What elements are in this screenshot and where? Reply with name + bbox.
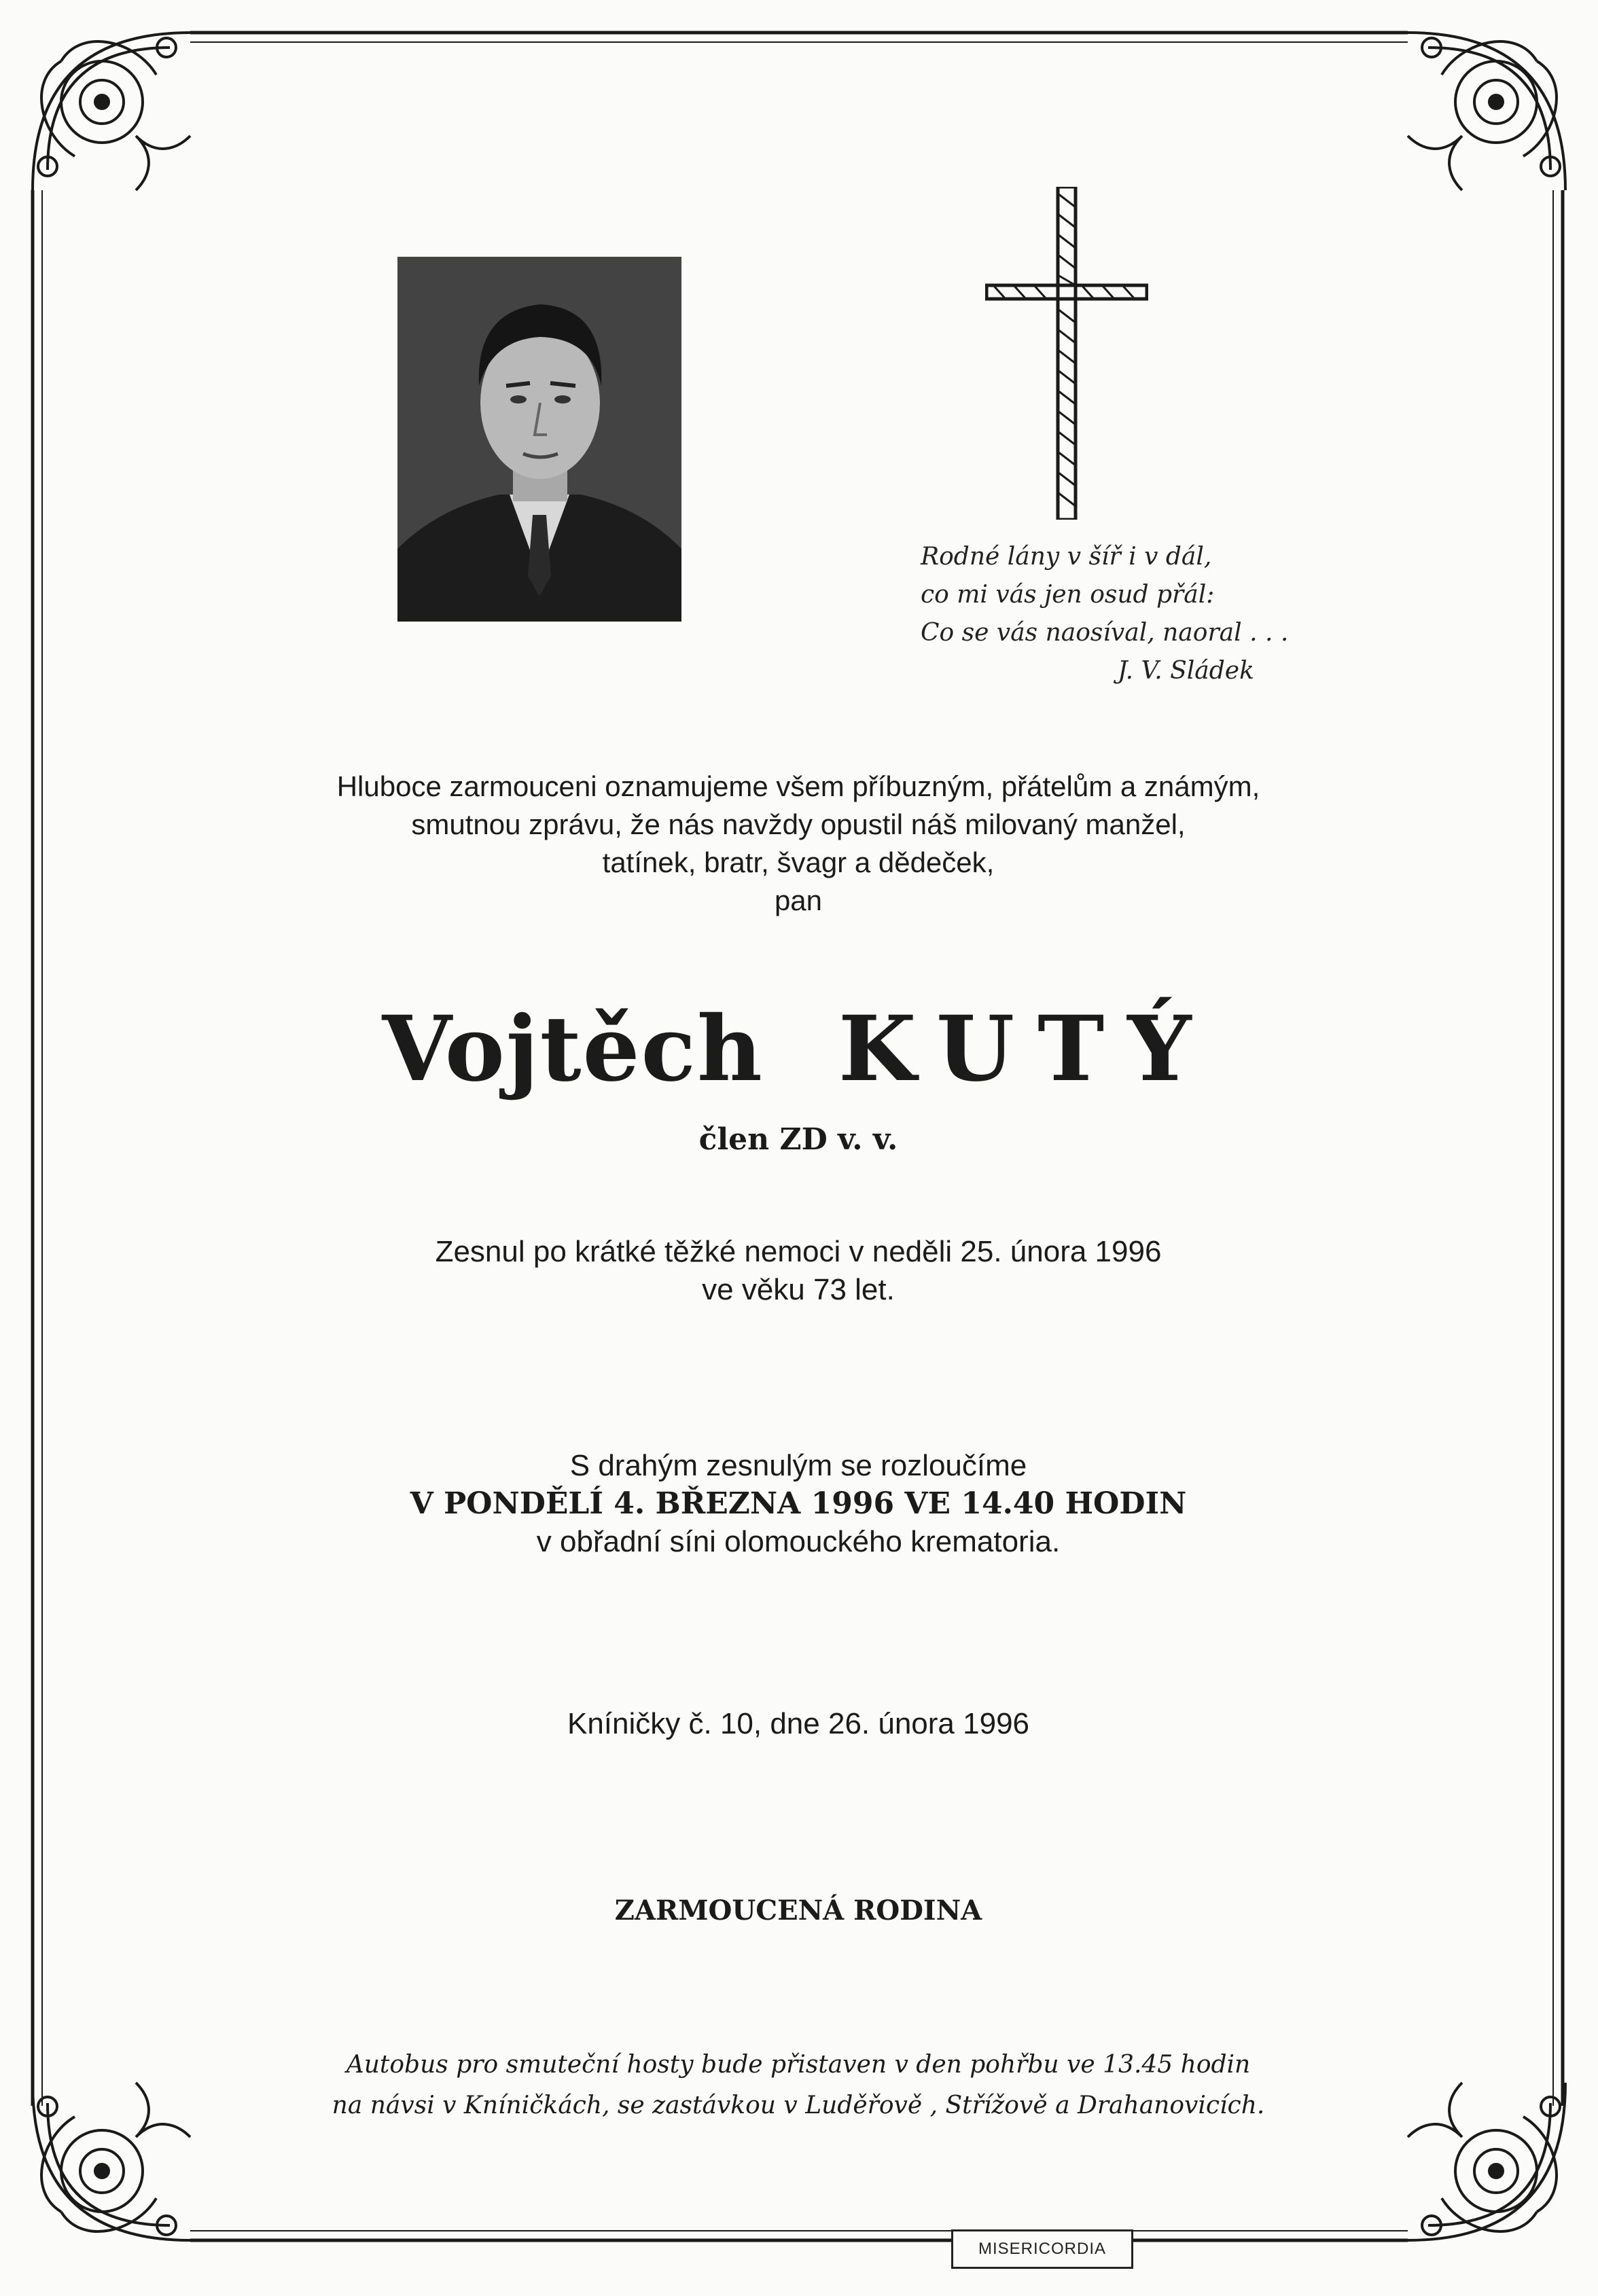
bus-line: na návsi v Kníničkách, se zastávkou v Luděřově , Střížově a Drahanovicích. (332, 2092, 1265, 2119)
funeral-line: S drahým zesnulým se rozloučíme (569, 1449, 1027, 1482)
surname: KUTÝ (838, 997, 1215, 1102)
funeral-datetime: V PONDĚLÍ 4. BŘEZNA 1996 VE 14.40 HODIN (410, 1486, 1187, 1521)
poem-author: J. V. Sládek (1118, 657, 1254, 685)
announcement (136, 768, 1461, 920)
publisher-stamp: MISERICORDIA (951, 2229, 1133, 2269)
deceased-role: člen ZD v. v. (698, 1122, 898, 1157)
announcement-line: Hluboce zarmouceni oznamujeme všem příbuzným, přátelům a známým, (336, 770, 1260, 802)
place-date: Kníničky č. 10, dne 26. února 1996 (567, 1707, 1030, 1740)
poem-line: Co se vás naosíval, naoral . . . (921, 619, 1289, 647)
deceased-name (136, 999, 1461, 1100)
announcement-line: smutnou zprávu, že nás navždy opustil náš milovaný manžel, (411, 808, 1186, 840)
poem (921, 538, 1362, 690)
death-line: Zesnul po krátké těžké nemoci v neděli 25. února 1996 (435, 1235, 1162, 1268)
bus-line: Autobus pro smuteční hosty bude přistaven v den pohřbu ve 13.45 hodin (346, 2051, 1251, 2079)
poem-line: Rodné lány v šíř i v dál, (921, 543, 1212, 571)
funeral-info (136, 1447, 1461, 1561)
funeral-line: v obřadní síni olomouckého krematoria. (536, 1525, 1061, 1558)
corner-ornament-top-right (1408, 33, 1565, 190)
announcement-line: pan (774, 884, 823, 916)
cross-icon (985, 187, 1148, 520)
first-name: Vojtěch (382, 997, 764, 1102)
portrait-photo (397, 257, 681, 622)
bus-note (136, 2045, 1461, 2126)
death-line: ve věku 73 let. (702, 1273, 895, 1306)
corner-ornament-top-left (33, 33, 190, 190)
poem-line: co mi vás jen osud přál: (921, 581, 1215, 609)
death-info (136, 1233, 1461, 1309)
signature: ZARMOUCENÁ RODINA (614, 1895, 982, 1926)
announcement-line: tatínek, bratr, švagr a dědeček, (602, 846, 995, 878)
